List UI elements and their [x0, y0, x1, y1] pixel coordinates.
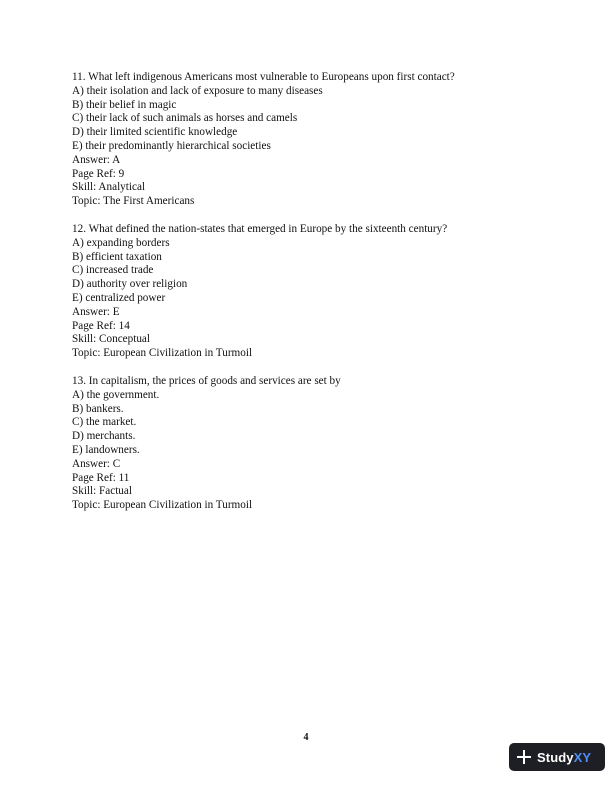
- answer-option-d: D) authority over religion: [72, 278, 188, 291]
- plus-icon: [517, 750, 531, 764]
- answer-option-e: E) centralized power: [72, 291, 166, 304]
- answer-key: Answer: A: [72, 153, 121, 166]
- studyxy-badge[interactable]: [509, 743, 605, 771]
- brand-name: [537, 750, 591, 765]
- answer-option-c: C) the market.: [72, 416, 137, 429]
- question-13: [72, 375, 552, 513]
- answer-option-b: B) their belief in magic: [72, 98, 177, 111]
- answer-key: Answer: E: [72, 305, 120, 318]
- answer-option-c: C) their lack of such animals as horses and camels: [72, 112, 298, 125]
- answer-option-d: D) merchants.: [72, 430, 136, 443]
- answer-option-e: E) their predominantly hierarchical societies: [72, 139, 271, 152]
- topic: Topic: The First Americans: [72, 195, 195, 208]
- answer-key: Answer: C: [72, 457, 121, 470]
- brand-main: Study: [537, 749, 574, 765]
- answer-option-a: A) the government.: [72, 388, 160, 401]
- page-ref: Page Ref: 14: [72, 319, 130, 332]
- answer-option-b: B) efficient taxation: [72, 250, 162, 263]
- question-stem: 12. What defined the nation-states that emerged in Europe by the sixteenth century?: [72, 223, 448, 235]
- topic: Topic: European Civilization in Turmoil: [72, 499, 253, 512]
- page-ref: Page Ref: 11: [72, 471, 130, 484]
- answer-option-a: A) their isolation and lack of exposure to many diseases: [72, 84, 323, 97]
- answer-option-d: D) their limited scientific knowledge: [72, 126, 238, 139]
- answer-option-c: C) increased trade: [72, 264, 154, 277]
- answer-option-b: B) bankers.: [72, 402, 124, 415]
- question-stem: 13. In capitalism, the prices of goods and services are set by: [72, 375, 341, 387]
- question-12: [72, 223, 552, 361]
- brand-accent: XY: [573, 749, 592, 765]
- skill: Skill: Analytical: [72, 181, 146, 194]
- skill: Skill: Factual: [72, 485, 132, 498]
- page-ref: Page Ref: 9: [72, 167, 125, 180]
- topic: Topic: European Civilization in Turmoil: [72, 347, 253, 360]
- skill: Skill: Conceptual: [72, 333, 150, 346]
- answer-option-a: A) expanding borders: [72, 236, 170, 249]
- question-11: [72, 71, 552, 209]
- page-number: 4: [303, 732, 309, 743]
- answer-option-e: E) landowners.: [72, 443, 140, 456]
- question-stem: 11. What left indigenous Americans most vulnerable to Europeans upon first contact?: [72, 71, 455, 83]
